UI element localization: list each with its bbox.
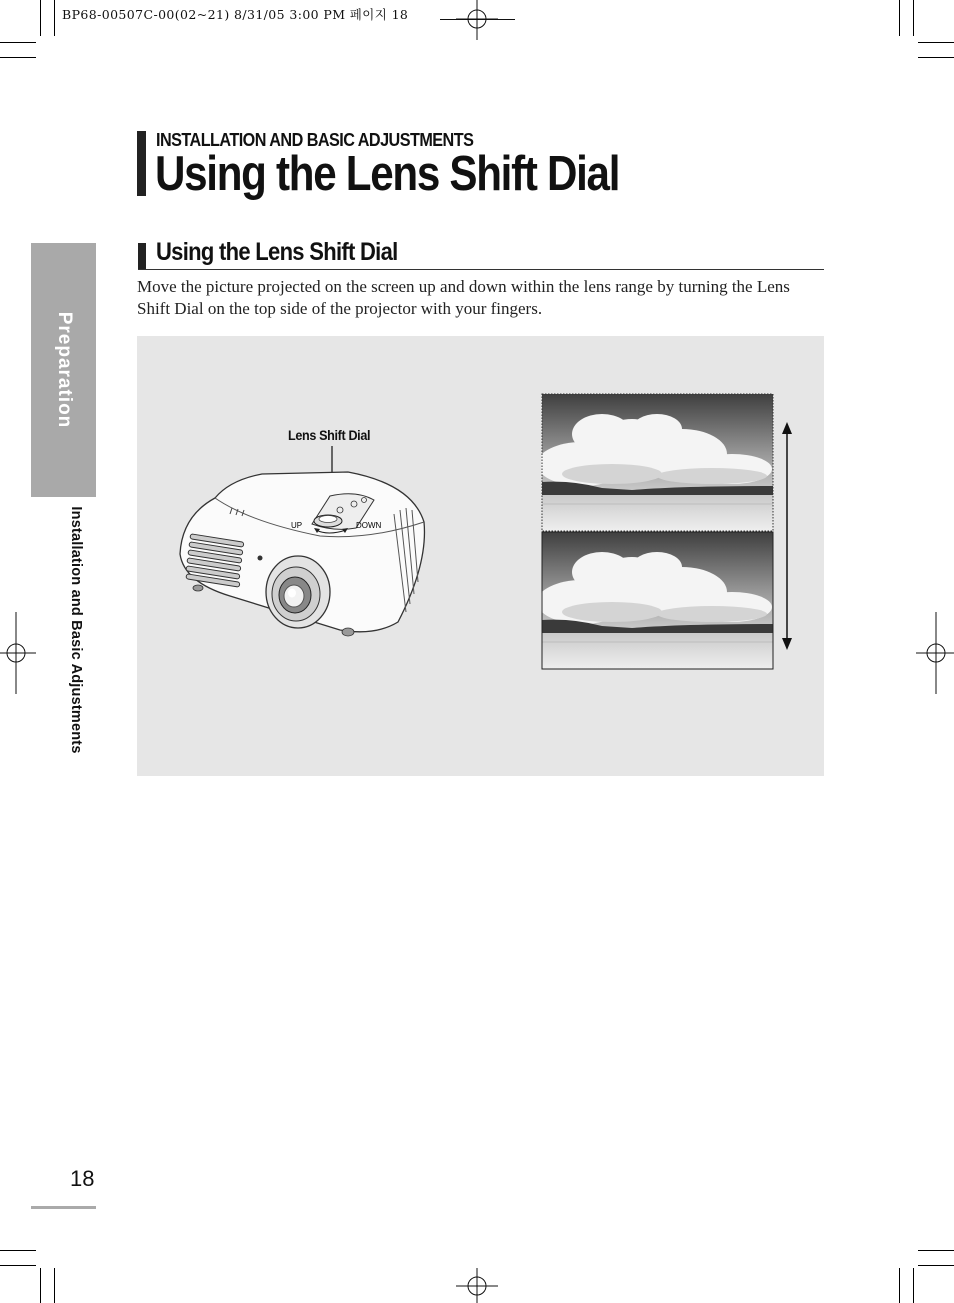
projector-illustration [170,444,430,644]
crop-mark [918,57,954,58]
up-label: UP [291,521,303,530]
registration-mark-icon [456,0,498,40]
crop-mark [918,42,954,43]
page-number: 18 [70,1166,95,1191]
page-number-rule [31,1206,96,1209]
body-paragraph: Move the picture projected on the screen up and down within the lens range by turning the Lens Shift Dial on the top side of the projector with your fingers. [137,277,790,318]
crop-mark [54,1268,55,1303]
crop-mark [40,1268,41,1303]
print-header: BP68-00507C-00(02~21) 8/31/05 3:00 PM 페이지 18 [62,7,409,22]
crop-mark [913,0,914,36]
crop-mark [913,1268,914,1303]
crop-mark [40,0,41,36]
crop-mark [899,1268,900,1303]
section-label: INSTALLATION AND BASIC ADJUSTMENTS [156,130,474,150]
crop-mark [0,42,36,43]
subsection-title: Using the Lens Shift Dial [156,238,398,266]
crop-mark [0,1265,36,1266]
registration-mark-icon [456,1268,498,1303]
crop-mark [0,1250,36,1251]
print-header-rule [440,19,515,20]
subtitle-accent-bar [138,243,146,270]
page-title: Using the Lens Shift Dial [155,147,620,201]
crop-mark [54,0,55,36]
crop-mark [918,1250,954,1251]
down-label: DOWN [356,521,382,530]
registration-mark-icon [0,612,36,694]
section-side-label: Installation and Basic Adjustments [68,506,84,754]
crop-mark [918,1265,954,1266]
crop-mark [0,57,36,58]
registration-mark-icon [916,612,954,694]
projected-images [541,393,775,671]
side-tab [31,243,96,497]
subsection-rule [138,269,824,270]
up-down-arrow-icon [779,420,795,652]
title-accent-bar [137,131,146,196]
crop-mark [899,0,900,36]
lens-shift-dial-label: Lens Shift Dial [288,427,371,443]
chapter-label: Preparation [53,311,75,429]
